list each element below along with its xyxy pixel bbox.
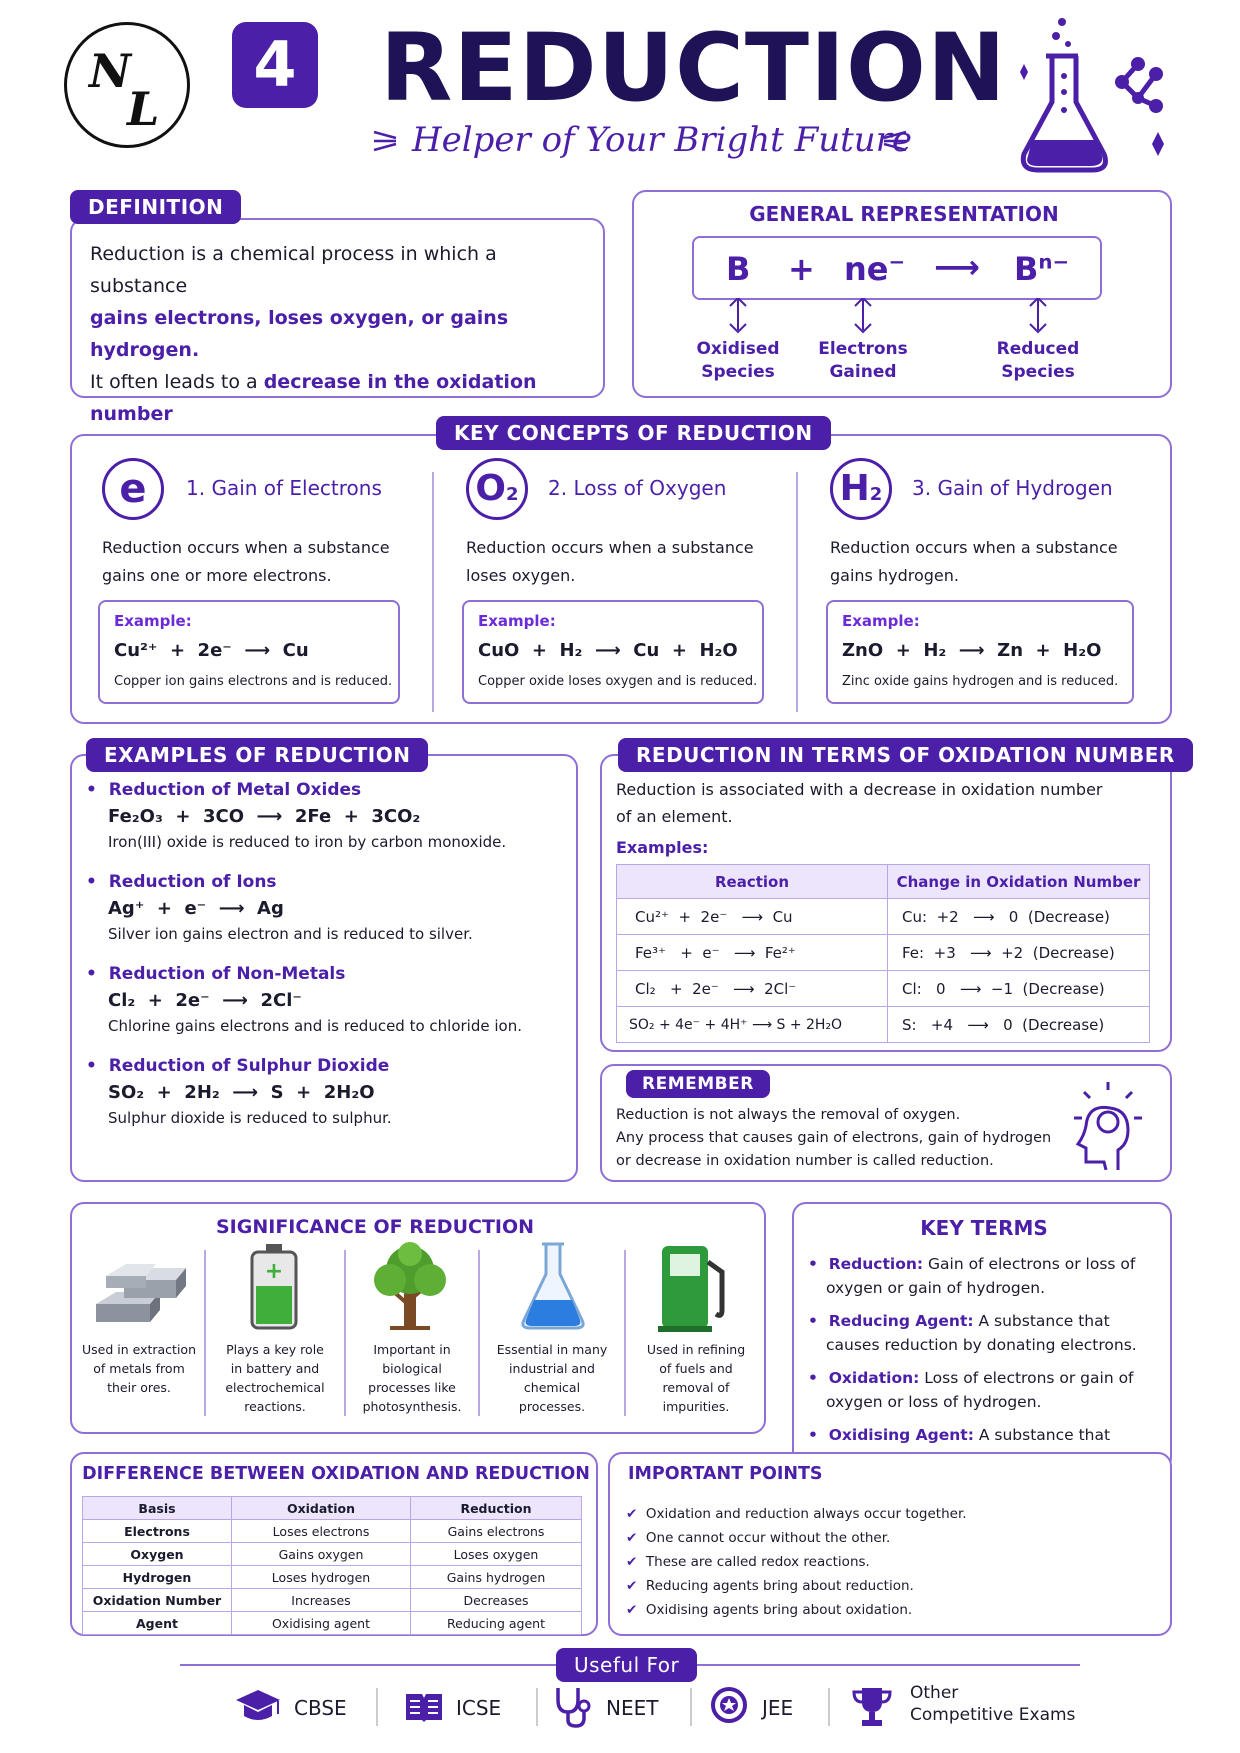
key-concepts-tag: KEY CONCEPTS OF REDUCTION — [436, 416, 831, 450]
example-equation: SO₂ + 2H₂ ⟶ S + 2H₂O — [108, 1082, 375, 1103]
key-term-item: • Reducing Agent: A substance that causes reduction by donating electrons. — [808, 1312, 1137, 1354]
divider — [796, 472, 798, 712]
table-header: Change in Oxidation Number — [888, 865, 1150, 899]
tree-icon — [364, 1240, 456, 1332]
important-points-box — [608, 1452, 1172, 1636]
definition-line: Reduction is a chemical process in which a substance — [90, 243, 497, 297]
significance-box — [70, 1202, 766, 1434]
concept-example-box — [98, 600, 400, 704]
significance-text: Used in refining of fuels and removal of impurities. — [646, 1342, 746, 1414]
remember-tag: REMEMBER — [626, 1070, 770, 1098]
definition-box — [70, 218, 605, 425]
concept-gain-electrons — [92, 458, 422, 718]
check-icon: ✔ — [626, 1530, 638, 1546]
eq-oxidised-species: B — [726, 250, 751, 288]
example-item — [86, 1056, 566, 1148]
footer-item-other: Other Competitive Exams — [910, 1683, 1076, 1725]
example-label: Example: — [114, 612, 192, 630]
table-row: Cu²⁺ + 2e⁻ ⟶ Cu Cu: +2 ⟶ 0 (Decrease) — [617, 899, 1150, 935]
svg-text:N: N — [89, 44, 132, 98]
definition-highlight: decrease in the oxidation number — [90, 371, 537, 425]
divider — [690, 1688, 692, 1726]
definition-highlight: gains electrons, loses oxygen, or gains hydrogen. — [90, 307, 509, 361]
important-point: ✔ Reducing agents bring about reduction. — [626, 1578, 914, 1594]
concept-gain-hydrogen — [822, 458, 1152, 718]
important-point: ✔ Oxidation and reduction always occur together. — [626, 1506, 967, 1522]
table-row: Cl₂ + 2e⁻ ⟶ 2Cl⁻ Cl: 0 ⟶ −1 (Decrease) — [617, 971, 1150, 1007]
significance-text: Plays a key role in battery and electrochemical reactions. — [225, 1342, 325, 1414]
eq-plus: + — [788, 250, 815, 288]
remember-text: Reduction is not always the removal of oxygen. Any process that causes gain of electrons, gain of hydrogen or decrease in oxidation number is called reduction. — [616, 1107, 1052, 1169]
check-icon: ✔ — [626, 1554, 638, 1570]
table-header: Basis — [83, 1497, 232, 1520]
table-row: Electrons Loses electrons Gains electrons — [83, 1520, 582, 1543]
battery-icon — [244, 1242, 304, 1332]
chapter-number: 4 — [232, 22, 318, 108]
important-point: ✔ These are called redox reactions. — [626, 1554, 870, 1570]
example-title: • Reduction of Metal Oxides — [86, 780, 362, 800]
metal-bars-icon — [86, 1248, 194, 1330]
label-electrons-gained: Electrons Gained — [818, 339, 908, 382]
key-term-item: • Reduction: Gain of electrons or loss of oxygen or gain of hydrogen. — [808, 1255, 1136, 1297]
logo-mark-icon — [67, 25, 187, 145]
useful-for-tag: Useful For — [556, 1648, 697, 1682]
example-note: Iron(III) oxide is reduced to iron by carbon monoxide. — [108, 833, 507, 851]
electron-icon: e — [102, 458, 164, 520]
general-representation-title: GENERAL REPRESENTATION — [749, 202, 1059, 226]
oxidation-number-table — [616, 864, 1150, 1043]
example-title: • Reduction of Non-Metals — [86, 964, 346, 984]
key-terms-list — [808, 1252, 1168, 1471]
difference-table — [82, 1496, 582, 1635]
flask-molecule-icon — [1010, 14, 1180, 179]
example-item — [86, 964, 566, 1056]
significance-title: SIGNIFICANCE OF REDUCTION — [216, 1216, 535, 1238]
example-note: Zinc oxide gains hydrogen and is reduced. — [842, 674, 1119, 689]
concept-description: Reduction occurs when a substance gains hydrogen. — [830, 538, 1118, 585]
eq-reduced-charge: n− — [1038, 250, 1070, 274]
general-equation — [692, 236, 1102, 300]
check-icon: ✔ — [626, 1578, 638, 1594]
divider — [828, 1688, 830, 1726]
example-equation: Cu²⁺ + 2e⁻ ⟶ Cu — [114, 640, 309, 661]
table-header: Reduction — [411, 1497, 582, 1520]
concept-example-box — [826, 600, 1134, 704]
concept-description: Reduction occurs when a substance gains one or more electrons. — [102, 538, 390, 585]
important-point: ✔ One cannot occur without the other. — [626, 1530, 891, 1546]
significance-text: Important in biological processes like photosynthesis. — [362, 1342, 462, 1414]
table-row: Fe³⁺ + e⁻ ⟶ Fe²⁺ Fe: +3 ⟶ +2 (Decrease) — [617, 935, 1150, 971]
key-terms-box — [792, 1202, 1172, 1472]
eq-pointer-arrows — [634, 298, 1174, 338]
subtitle-text: Helper of Your Bright Future — [412, 120, 913, 160]
oxygen-icon: O2 — [466, 458, 528, 520]
badge-icon — [710, 1686, 748, 1726]
check-icon: ✔ — [626, 1602, 638, 1618]
oxidation-number-description: Reduction is associated with a decrease in oxidation number of an element. — [616, 780, 1103, 826]
eq-electrons: ne — [844, 250, 889, 288]
example-note: Copper oxide loses oxygen and is reduced. — [478, 674, 758, 689]
key-terms-title: KEY TERMS — [920, 1216, 1048, 1240]
example-note: Sulphur dioxide is reduced to sulphur. — [108, 1109, 392, 1127]
example-note: Chlorine gains electrons and is reduced to chloride ion. — [108, 1017, 522, 1035]
key-term-item: • Oxidising Agent: A substance that — [808, 1426, 1111, 1444]
significance-text: Essential in many industrial and chemical processes. — [496, 1342, 608, 1414]
difference-title: DIFFERENCE BETWEEN OXIDATION AND REDUCTION — [82, 1464, 590, 1484]
example-note: Silver ion gains electron and is reduced to silver. — [108, 925, 473, 943]
difference-box — [70, 1452, 598, 1636]
examples-tag: EXAMPLES OF REDUCTION — [86, 738, 428, 772]
general-representation-box — [632, 190, 1172, 398]
book-icon — [404, 1692, 444, 1722]
oxidation-examples-label: Examples: — [616, 838, 709, 857]
eq-arrow: ⟶ — [934, 248, 980, 286]
concept-title: 1. Gain of Electrons — [186, 476, 382, 500]
example-equation: ZnO + H₂ ⟶ Zn + H₂O — [842, 640, 1102, 661]
table-row: Oxidation Number Increases Decreases — [83, 1589, 582, 1612]
definition-tag: DEFINITION — [70, 190, 241, 224]
example-equation: Ag⁺ + e⁻ ⟶ Ag — [108, 898, 284, 919]
example-title: • Reduction of Sulphur Dioxide — [86, 1056, 390, 1076]
footer-item-neet: NEET — [606, 1696, 659, 1720]
stethoscope-icon — [552, 1686, 592, 1728]
definition-line-pre: It often leads to a — [90, 371, 264, 393]
thinking-head-icon — [1070, 1078, 1144, 1170]
table-row: Oxygen Gains oxygen Loses oxygen — [83, 1543, 582, 1566]
page-title: REDUCTION — [380, 14, 1007, 123]
sparkle-lines-icon — [880, 126, 910, 156]
concept-loss-oxygen — [456, 458, 786, 718]
svg-text:+: + — [264, 1259, 284, 1284]
example-note: Copper ion gains electrons and is reduced. — [114, 674, 393, 689]
concept-description: Reduction occurs when a substance loses oxygen. — [466, 538, 754, 585]
label-reduced-species: Reduced Species — [996, 339, 1080, 382]
example-equation: CuO + H₂ ⟶ Cu + H₂O — [478, 640, 738, 661]
sparkle-lines-icon — [370, 126, 400, 156]
table-header: Oxidation — [232, 1497, 411, 1520]
oxidation-number-tag: REDUCTION IN TERMS OF OXIDATION NUMBER — [618, 738, 1193, 772]
label-oxidised-species: Oxidised Species — [696, 339, 780, 382]
important-points-title: IMPORTANT POINTS — [628, 1464, 823, 1484]
example-item — [86, 780, 566, 872]
svg-text:L: L — [127, 82, 160, 136]
concept-title: 3. Gain of Hydrogen — [912, 476, 1113, 500]
example-equation: Cl₂ + 2e⁻ ⟶ 2Cl⁻ — [108, 990, 302, 1011]
important-points-list — [626, 1502, 967, 1622]
footer-item-jee: JEE — [762, 1696, 794, 1720]
table-header: Reaction — [617, 865, 888, 899]
eq-electrons-charge: − — [888, 250, 906, 274]
key-term-item: • Oxidation: Loss of electrons or gain of oxygen or loss of hydrogen. — [808, 1369, 1134, 1411]
check-icon: ✔ — [626, 1506, 638, 1522]
footer-item-cbse: CBSE — [294, 1696, 347, 1720]
table-row: Agent Oxidising agent Reducing agent — [83, 1612, 582, 1635]
example-label: Example: — [842, 612, 920, 630]
divider — [376, 1688, 378, 1726]
footer-items — [224, 1682, 1124, 1742]
table-row: Hydrogen Loses hydrogen Gains hydrogen — [83, 1566, 582, 1589]
logo — [64, 22, 190, 148]
divider — [536, 1688, 538, 1726]
graduation-cap-icon — [234, 1688, 282, 1726]
footer-item-icse: ICSE — [456, 1696, 502, 1720]
eq-reduced-species: B — [1014, 250, 1039, 288]
lab-flask-icon — [518, 1240, 588, 1332]
divider — [432, 472, 434, 712]
concept-example-box — [462, 600, 764, 704]
concept-title: 2. Loss of Oxygen — [548, 476, 727, 500]
important-point: ✔ Oxidising agents bring about oxidation. — [626, 1602, 913, 1618]
trophy-icon — [852, 1686, 892, 1728]
hydrogen-icon: H2 — [830, 458, 892, 520]
example-item — [86, 872, 566, 964]
example-label: Example: — [478, 612, 556, 630]
significance-text: Used in extraction of metals from their ores. — [81, 1342, 196, 1395]
example-equation: Fe₂O₃ + 3CO ⟶ 2Fe + 3CO₂ — [108, 806, 421, 827]
examples-list — [86, 780, 566, 1148]
page-subtitle-row — [360, 118, 920, 168]
fuel-pump-icon — [656, 1242, 736, 1334]
example-title: • Reduction of Ions — [86, 872, 277, 892]
table-row: SO₂ + 4e⁻ + 4H⁺ ⟶ S + 2H₂O S: +4 ⟶ 0 (Decrease) — [617, 1007, 1150, 1043]
